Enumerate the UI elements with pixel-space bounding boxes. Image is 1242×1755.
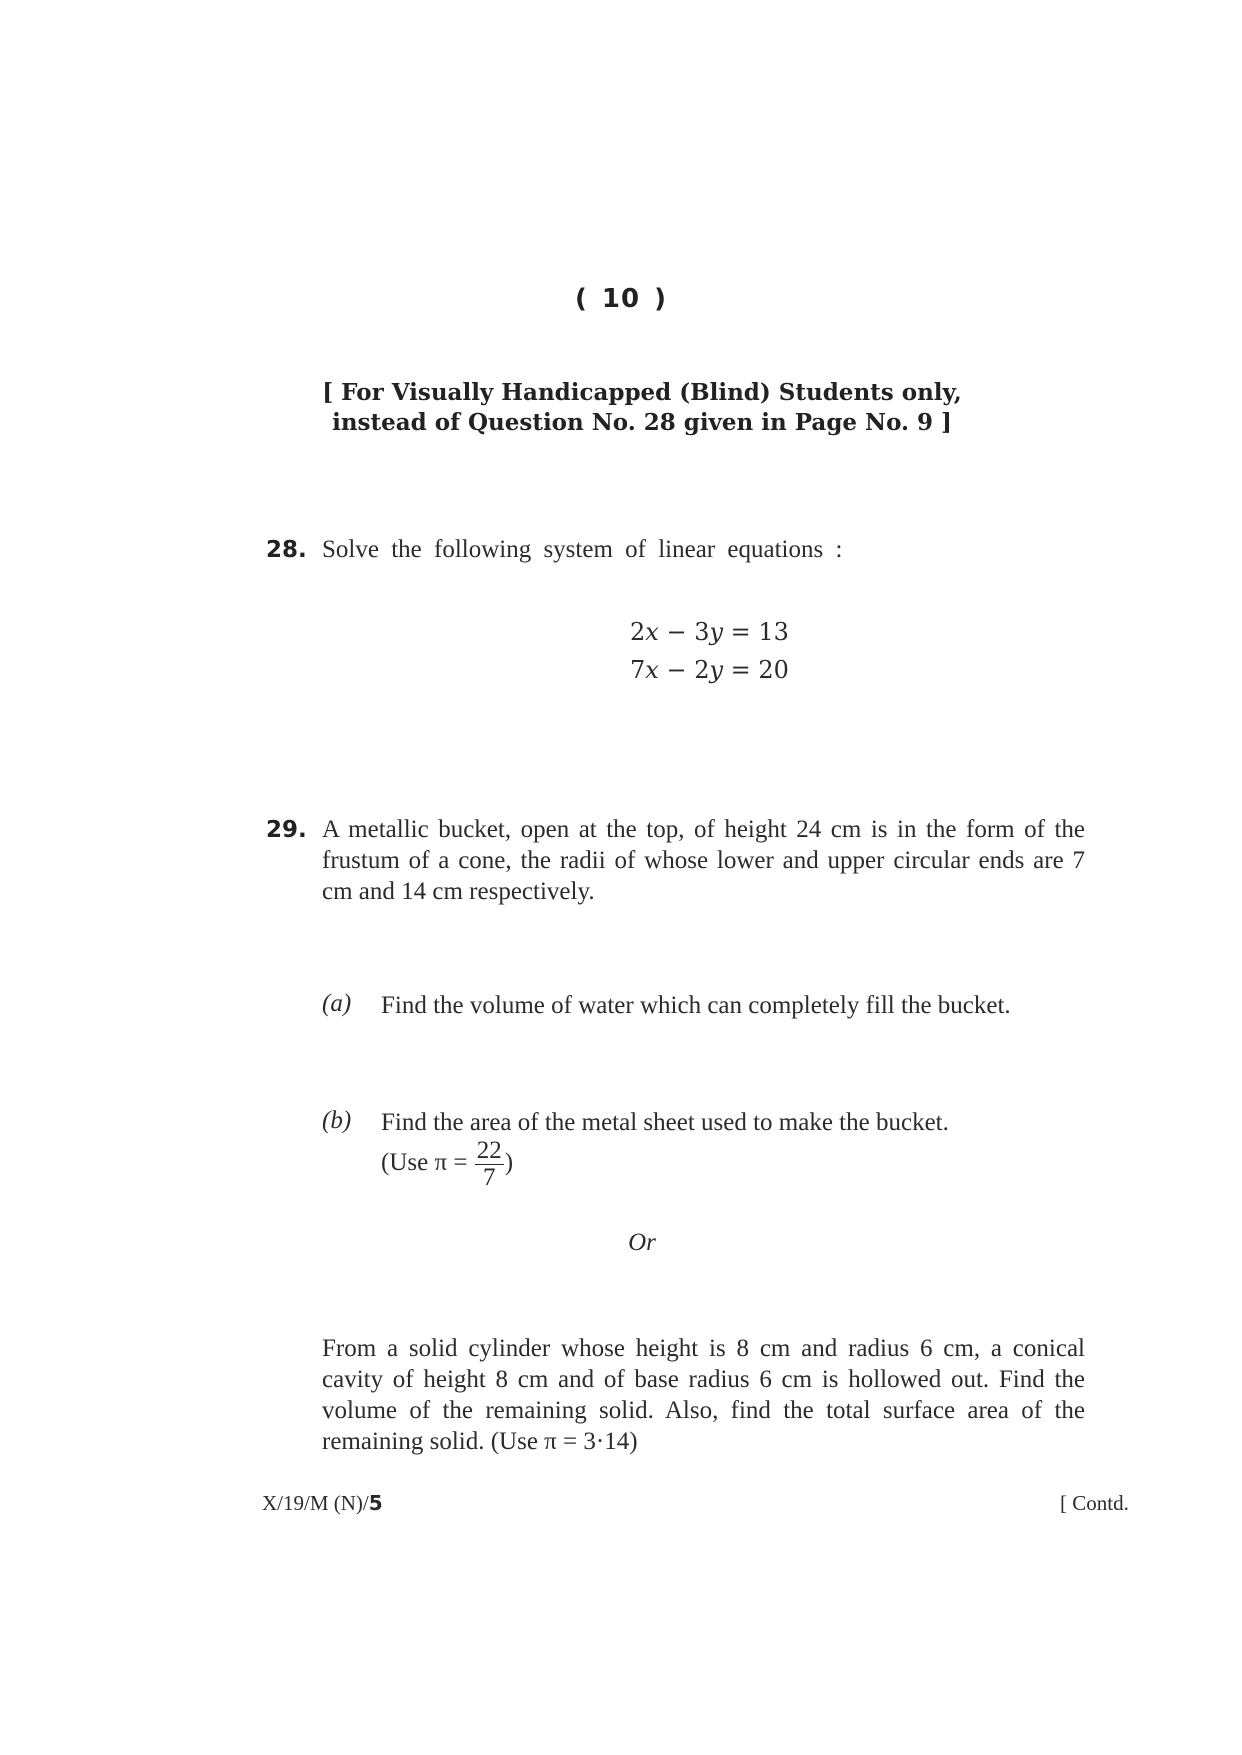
page-number: ( 10 ) — [575, 284, 667, 314]
question-28-text: Solve the following system of linear equations : — [322, 536, 843, 563]
part-b-label: (b) — [322, 1107, 352, 1134]
question-29-number: 29. — [266, 817, 307, 843]
or-separator: Or — [628, 1229, 656, 1256]
part-a-text: Find the volume of water which can completely fill the bucket. — [381, 992, 1011, 1019]
pi-hint-prefix: (Use π = — [381, 1149, 468, 1177]
continued-marker: [ Contd. — [1060, 1491, 1129, 1515]
equation-2: 7x − 2y = 20 — [630, 656, 789, 684]
part-a-label: (a) — [322, 990, 352, 1017]
pi-fraction — [475, 1138, 504, 1191]
pi-denominator: 7 — [482, 1164, 496, 1191]
note-line-1: [ For Visually Handicapped (Blind) Students only, — [322, 379, 962, 406]
pi-hint — [381, 1138, 513, 1191]
pi-hint-suffix: ) — [504, 1149, 514, 1177]
equation-1: 2x − 3y = 13 — [630, 618, 789, 646]
paper-code: X/19/M (N)/5 — [262, 1491, 383, 1515]
part-b-text: Find the area of the metal sheet used to make the bucket. — [381, 1109, 949, 1136]
blind-students-note — [0, 378, 1242, 438]
alternative-question-text: From a solid cylinder whose height is 8 cm and radius 6 cm, a conical cavity of height 8 cm and of base radius 6 cm is hollowed out. Find the volume of the remaining solid. Also, find the total surface area of the remaining solid. (Use π = 3·14) — [322, 1335, 1085, 1455]
note-line-2: instead of Question No. 28 given in Page No. 9 ] — [332, 409, 952, 436]
question-28-number: 28. — [266, 537, 307, 563]
pi-numerator: 22 — [476, 1137, 502, 1164]
question-29-text: A metallic bucket, open at the top, of height 24 cm is in the form of the frustum of a cone, the radii of whose lower and upper circular ends are 7 cm and 14 cm respectively. — [322, 816, 1085, 905]
page-number-value: 10 — [601, 284, 641, 314]
